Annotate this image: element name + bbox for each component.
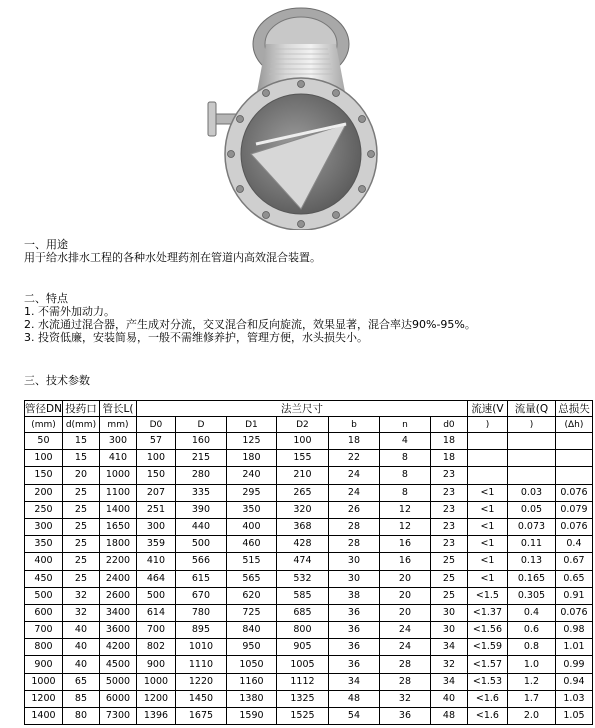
cell-flange-d0: 1200 <box>136 690 175 707</box>
cell-flange-b: 48 <box>328 690 379 707</box>
cell-flange-n: 12 <box>379 501 430 518</box>
cell-dn: 900 <box>25 656 63 673</box>
cell-flange-bolt-d0: 34 <box>430 639 467 656</box>
cell-inlet: 15 <box>62 433 99 450</box>
cell-flange-b: 22 <box>328 450 379 467</box>
cell-flange-b: 54 <box>328 708 379 725</box>
header-inlet-unit: d(mm) <box>62 417 99 433</box>
cell-flange-bolt-d0: 34 <box>430 673 467 690</box>
table-row <box>25 518 593 535</box>
cell-dn: 300 <box>25 518 63 535</box>
cell-loss: 0.98 <box>555 622 592 639</box>
cell-velocity: <1.56 <box>467 622 507 639</box>
table-row <box>25 553 593 570</box>
cell-flange-bolt-d0: 40 <box>430 690 467 707</box>
cell-flange-n: 28 <box>379 656 430 673</box>
cell-dn: 600 <box>25 604 63 621</box>
cell-flange-d2: 368 <box>276 518 328 535</box>
specs-section <box>24 374 90 387</box>
cell-flange-d0: 464 <box>136 570 175 587</box>
cell-flange-d2: 155 <box>276 450 328 467</box>
cell-flange-d1: 725 <box>226 604 276 621</box>
cell-inlet: 40 <box>62 656 99 673</box>
cell-inlet: 32 <box>62 587 99 604</box>
cell-flange-d2: 100 <box>276 433 328 450</box>
cell-dn: 1200 <box>25 690 63 707</box>
cell-flange-d0: 251 <box>136 501 175 518</box>
header-flange-bolt-d0: d0 <box>430 417 467 433</box>
cell-flange-d0: 207 <box>136 484 175 501</box>
cell-velocity: <1.57 <box>467 656 507 673</box>
cell-flange-bolt-d0: 23 <box>430 467 467 484</box>
cell-flange-d1: 515 <box>226 553 276 570</box>
cell-flange-b: 36 <box>328 622 379 639</box>
cell-flange-d1: 180 <box>226 450 276 467</box>
cell-flange-d0: 100 <box>136 450 175 467</box>
cell-flow: 0.8 <box>507 639 555 656</box>
cell-length: 2200 <box>99 553 136 570</box>
cell-flange-bolt-d0: 25 <box>430 587 467 604</box>
cell-flange-b: 24 <box>328 467 379 484</box>
cell-length: 1000 <box>99 467 136 484</box>
cell-flange-d2: 905 <box>276 639 328 656</box>
cell-dn: 800 <box>25 639 63 656</box>
header-flow: 流量(Q <box>507 401 555 417</box>
cell-flow: 0.4 <box>507 604 555 621</box>
cell-inlet: 85 <box>62 690 99 707</box>
cell-flange-d: 1450 <box>175 690 226 707</box>
header-dn-unit: (mm) <box>25 417 63 433</box>
cell-flow <box>507 467 555 484</box>
cell-flange-n: 8 <box>379 484 430 501</box>
table-row <box>25 433 593 450</box>
cell-velocity: <1 <box>467 501 507 518</box>
cell-flange-d: 335 <box>175 484 226 501</box>
cell-flange-d1: 460 <box>226 536 276 553</box>
cell-velocity: <1 <box>467 518 507 535</box>
cell-flange-n: 20 <box>379 604 430 621</box>
cell-flange-bolt-d0: 32 <box>430 656 467 673</box>
cell-flange-b: 18 <box>328 433 379 450</box>
cell-inlet: 80 <box>62 708 99 725</box>
cell-flow: 1.7 <box>507 690 555 707</box>
cell-flange-d2: 474 <box>276 553 328 570</box>
table-row <box>25 467 593 484</box>
feature-item: 3. 投资低廉，安装简易，一般不需维修养护，管理方便，水头损失小。 <box>24 331 368 344</box>
cell-flange-d2: 532 <box>276 570 328 587</box>
cell-flow: 0.6 <box>507 622 555 639</box>
cell-loss: 0.65 <box>555 570 592 587</box>
cell-flange-b: 38 <box>328 587 379 604</box>
cell-length: 4200 <box>99 639 136 656</box>
cell-inlet: 32 <box>62 604 99 621</box>
header-length-unit: mm) <box>99 417 136 433</box>
cell-flange-n: 32 <box>379 690 430 707</box>
cell-velocity: <1.59 <box>467 639 507 656</box>
cell-flange-d2: 210 <box>276 467 328 484</box>
static-mixer-photo <box>196 4 406 230</box>
cell-flange-d0: 57 <box>136 433 175 450</box>
cell-length: 4500 <box>99 656 136 673</box>
cell-flange-bolt-d0: 25 <box>430 570 467 587</box>
cell-flange-n: 36 <box>379 708 430 725</box>
feature-item: 2. 水流通过混合器，产生成对分流，交叉混合和反向旋流，效果显著，混合率达90%-95%。 <box>24 318 476 331</box>
cell-flange-d: 390 <box>175 501 226 518</box>
cell-inlet: 40 <box>62 622 99 639</box>
cell-velocity: <1 <box>467 484 507 501</box>
header-velocity-unit: ) <box>467 417 507 433</box>
cell-flange-d2: 585 <box>276 587 328 604</box>
cell-flange-d2: 1525 <box>276 708 328 725</box>
cell-inlet: 25 <box>62 501 99 518</box>
cell-flange-d1: 620 <box>226 587 276 604</box>
table-row <box>25 604 593 621</box>
cell-dn: 350 <box>25 536 63 553</box>
cell-velocity: <1.53 <box>467 673 507 690</box>
cell-flange-d0: 802 <box>136 639 175 656</box>
cell-flange-bolt-d0: 18 <box>430 433 467 450</box>
cell-flange-d1: 240 <box>226 467 276 484</box>
cell-flow <box>507 433 555 450</box>
cell-flange-n: 20 <box>379 570 430 587</box>
cell-velocity: <1 <box>467 570 507 587</box>
cell-flange-d: 160 <box>175 433 226 450</box>
header-velocity: 流速(V <box>467 401 507 417</box>
header-flange-d1: D1 <box>226 417 276 433</box>
table-row <box>25 656 593 673</box>
cell-flange-bolt-d0: 30 <box>430 604 467 621</box>
cell-length: 1800 <box>99 536 136 553</box>
cell-flange-d0: 150 <box>136 467 175 484</box>
cell-flange-b: 34 <box>328 673 379 690</box>
cell-flange-b: 28 <box>328 536 379 553</box>
cell-flange-d1: 950 <box>226 639 276 656</box>
spec-table <box>24 400 593 725</box>
cell-flange-d1: 1160 <box>226 673 276 690</box>
cell-flange-d0: 614 <box>136 604 175 621</box>
header-flange-d: D <box>175 417 226 433</box>
cell-inlet: 25 <box>62 570 99 587</box>
table-header-row <box>25 401 593 417</box>
table-row <box>25 484 593 501</box>
cell-length: 410 <box>99 450 136 467</box>
cell-flange-d1: 840 <box>226 622 276 639</box>
cell-flange-d: 440 <box>175 518 226 535</box>
cell-dn: 700 <box>25 622 63 639</box>
cell-flange-d: 615 <box>175 570 226 587</box>
cell-flange-b: 30 <box>328 570 379 587</box>
cell-flange-bolt-d0: 23 <box>430 536 467 553</box>
cell-length: 300 <box>99 433 136 450</box>
cell-inlet: 25 <box>62 553 99 570</box>
cell-velocity: <1 <box>467 553 507 570</box>
header-flange-b: b <box>328 417 379 433</box>
cell-dn: 200 <box>25 484 63 501</box>
cell-flange-d1: 1050 <box>226 656 276 673</box>
features-section <box>24 292 476 344</box>
cell-flow: 1.0 <box>507 656 555 673</box>
cell-loss: 1.03 <box>555 690 592 707</box>
cell-loss <box>555 450 592 467</box>
cell-flange-n: 16 <box>379 536 430 553</box>
cell-velocity <box>467 450 507 467</box>
header-flange-d0: D0 <box>136 417 175 433</box>
cell-loss: 1.05 <box>555 708 592 725</box>
cell-flange-d1: 295 <box>226 484 276 501</box>
cell-length: 6000 <box>99 690 136 707</box>
cell-length: 1650 <box>99 518 136 535</box>
cell-flange-d2: 1325 <box>276 690 328 707</box>
table-subheader-row <box>25 417 593 433</box>
cell-flange-bolt-d0: 23 <box>430 484 467 501</box>
cell-flange-d2: 800 <box>276 622 328 639</box>
cell-flange-d: 215 <box>175 450 226 467</box>
cell-length: 5000 <box>99 673 136 690</box>
cell-flange-b: 28 <box>328 518 379 535</box>
cell-velocity <box>467 433 507 450</box>
cell-length: 2400 <box>99 570 136 587</box>
cell-dn: 100 <box>25 450 63 467</box>
cell-length: 2600 <box>99 587 136 604</box>
cell-flange-n: 8 <box>379 450 430 467</box>
cell-loss: 0.076 <box>555 518 592 535</box>
cell-flange-n: 20 <box>379 587 430 604</box>
table-row <box>25 708 593 725</box>
cell-dn: 450 <box>25 570 63 587</box>
cell-flange-d: 280 <box>175 467 226 484</box>
header-flange: 法兰尺寸 <box>136 401 467 417</box>
cell-velocity: <1.6 <box>467 708 507 725</box>
cell-dn: 400 <box>25 553 63 570</box>
cell-flange-bolt-d0: 18 <box>430 450 467 467</box>
cell-flange-b: 36 <box>328 656 379 673</box>
cell-loss: 0.99 <box>555 656 592 673</box>
cell-flange-d: 1110 <box>175 656 226 673</box>
cell-velocity: <1 <box>467 536 507 553</box>
cell-flange-bolt-d0: 30 <box>430 622 467 639</box>
header-flange-d2: D2 <box>276 417 328 433</box>
cell-flange-d1: 1380 <box>226 690 276 707</box>
cell-flow: 0.03 <box>507 484 555 501</box>
cell-flange-d: 566 <box>175 553 226 570</box>
cell-flange-n: 12 <box>379 518 430 535</box>
usage-title: 一、用途 <box>24 238 68 251</box>
cell-flow: 0.13 <box>507 553 555 570</box>
cell-loss: 0.94 <box>555 673 592 690</box>
cell-length: 3400 <box>99 604 136 621</box>
cell-velocity: <1.5 <box>467 587 507 604</box>
cell-flange-n: 16 <box>379 553 430 570</box>
cell-velocity <box>467 467 507 484</box>
cell-flange-bolt-d0: 48 <box>430 708 467 725</box>
header-length: 管长L( <box>99 401 136 417</box>
cell-flange-d1: 565 <box>226 570 276 587</box>
feature-item: 1. 不需外加动力。 <box>24 305 115 318</box>
cell-inlet: 40 <box>62 639 99 656</box>
cell-flow: 0.11 <box>507 536 555 553</box>
cell-dn: 50 <box>25 433 63 450</box>
cell-flange-d2: 320 <box>276 501 328 518</box>
cell-loss: 0.076 <box>555 484 592 501</box>
cell-flange-d1: 400 <box>226 518 276 535</box>
header-loss-unit: (Δh) <box>555 417 592 433</box>
cell-flange-d0: 1396 <box>136 708 175 725</box>
cell-loss <box>555 433 592 450</box>
cell-flange-d0: 300 <box>136 518 175 535</box>
cell-inlet: 65 <box>62 673 99 690</box>
cell-flange-d0: 700 <box>136 622 175 639</box>
cell-dn: 150 <box>25 467 63 484</box>
cell-loss: 0.079 <box>555 501 592 518</box>
cell-flange-d: 1675 <box>175 708 226 725</box>
cell-flange-d2: 1005 <box>276 656 328 673</box>
cell-flange-bolt-d0: 25 <box>430 553 467 570</box>
cell-flange-b: 26 <box>328 501 379 518</box>
cell-flange-d0: 500 <box>136 587 175 604</box>
header-loss: 总损失 <box>555 401 592 417</box>
cell-flow: 2.0 <box>507 708 555 725</box>
cell-flange-b: 30 <box>328 553 379 570</box>
cell-inlet: 20 <box>62 467 99 484</box>
table-row <box>25 639 593 656</box>
cell-flange-b: 36 <box>328 604 379 621</box>
usage-section <box>24 238 321 264</box>
usage-text: 用于给水排水工程的各种水处理药剂在管道内高效混合装置。 <box>24 251 321 264</box>
cell-flange-bolt-d0: 23 <box>430 501 467 518</box>
cell-flange-d: 780 <box>175 604 226 621</box>
table-row <box>25 587 593 604</box>
cell-flange-n: 28 <box>379 673 430 690</box>
table-row <box>25 536 593 553</box>
cell-loss: 1.01 <box>555 639 592 656</box>
cell-inlet: 25 <box>62 536 99 553</box>
cell-flange-d1: 125 <box>226 433 276 450</box>
cell-flange-d1: 350 <box>226 501 276 518</box>
cell-length: 1100 <box>99 484 136 501</box>
cell-dn: 1400 <box>25 708 63 725</box>
cell-inlet: 15 <box>62 450 99 467</box>
cell-dn: 250 <box>25 501 63 518</box>
table-row <box>25 570 593 587</box>
cell-flange-d0: 359 <box>136 536 175 553</box>
cell-velocity: <1.6 <box>467 690 507 707</box>
cell-flange-d: 1220 <box>175 673 226 690</box>
cell-flange-n: 24 <box>379 639 430 656</box>
cell-flow: 0.073 <box>507 518 555 535</box>
features-title: 二、特点 <box>24 292 68 305</box>
cell-flow: 0.305 <box>507 587 555 604</box>
cell-loss: 0.91 <box>555 587 592 604</box>
cell-flange-d0: 1000 <box>136 673 175 690</box>
cell-flange-b: 36 <box>328 639 379 656</box>
specs-title: 三、技术参数 <box>24 374 90 387</box>
cell-velocity: <1.37 <box>467 604 507 621</box>
cell-flange-d2: 1112 <box>276 673 328 690</box>
cell-flange-d2: 428 <box>276 536 328 553</box>
cell-flange-b: 24 <box>328 484 379 501</box>
header-dn: 管径DN <box>25 402 62 415</box>
cell-flow: 0.165 <box>507 570 555 587</box>
cell-dn: 1000 <box>25 673 63 690</box>
table-row <box>25 622 593 639</box>
cell-flange-n: 4 <box>379 433 430 450</box>
cell-loss: 0.4 <box>555 536 592 553</box>
cell-loss: 0.67 <box>555 553 592 570</box>
cell-flange-d0: 900 <box>136 656 175 673</box>
cell-flange-d: 500 <box>175 536 226 553</box>
cell-inlet: 25 <box>62 518 99 535</box>
table-row <box>25 501 593 518</box>
cell-flow: 0.05 <box>507 501 555 518</box>
cell-flow: 1.2 <box>507 673 555 690</box>
cell-flange-d: 670 <box>175 587 226 604</box>
cell-flange-n: 8 <box>379 467 430 484</box>
cell-flange-n: 24 <box>379 622 430 639</box>
cell-flange-d: 895 <box>175 622 226 639</box>
cell-flange-d2: 265 <box>276 484 328 501</box>
cell-length: 7300 <box>99 708 136 725</box>
cell-inlet: 25 <box>62 484 99 501</box>
cell-loss: 0.076 <box>555 604 592 621</box>
cell-length: 1400 <box>99 501 136 518</box>
cell-dn: 500 <box>25 587 63 604</box>
header-inlet: 投药口 <box>62 401 99 417</box>
table-row <box>25 673 593 690</box>
cell-length: 3600 <box>99 622 136 639</box>
cell-flow <box>507 450 555 467</box>
header-flow-unit: ) <box>507 417 555 433</box>
cell-loss <box>555 467 592 484</box>
cell-flange-d0: 410 <box>136 553 175 570</box>
table-row <box>25 450 593 467</box>
cell-flange-d2: 685 <box>276 604 328 621</box>
cell-flange-bolt-d0: 23 <box>430 518 467 535</box>
header-flange-n: n <box>379 417 430 433</box>
cell-flange-d: 1010 <box>175 639 226 656</box>
cell-flange-d1: 1590 <box>226 708 276 725</box>
table-row <box>25 690 593 707</box>
